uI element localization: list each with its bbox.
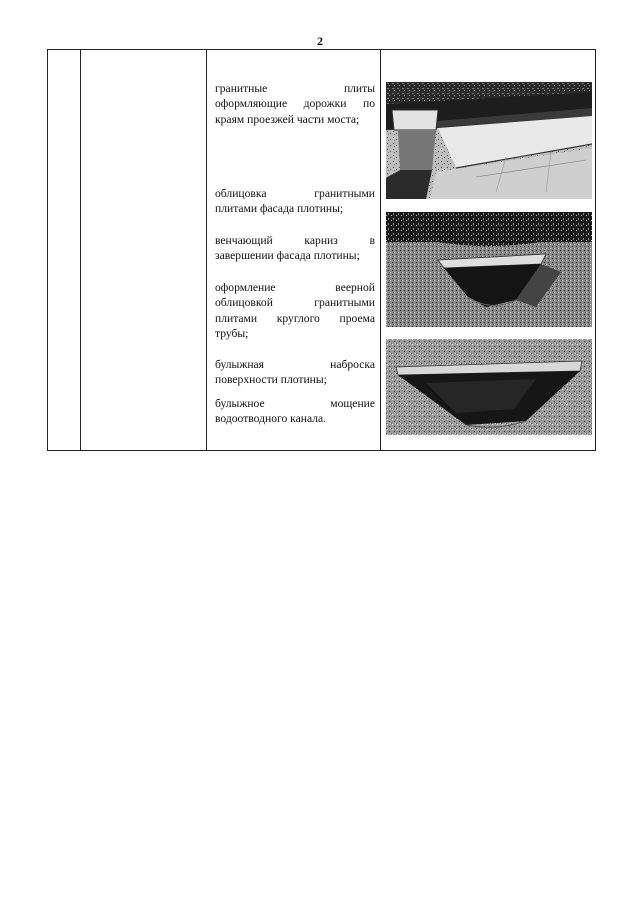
- entry-line: трубы;: [215, 326, 249, 340]
- entry-line: плитами круглого проема: [215, 311, 375, 325]
- column-divider: [206, 50, 207, 450]
- entry-line: водоотводного канала.: [215, 412, 327, 426]
- entry-crowning-cornice: [215, 233, 375, 264]
- entry-line: облицовка гранитными: [215, 187, 375, 200]
- entry-dam-facade-cladding: [215, 186, 375, 217]
- entry-line: гранитные плиты: [215, 82, 375, 95]
- entry-granite-slabs: [215, 81, 375, 127]
- column-divider: [80, 50, 81, 450]
- document-table: [47, 49, 596, 451]
- entry-line: плитами фасада плотины;: [215, 202, 344, 216]
- column-divider: [380, 50, 381, 450]
- entry-line: венчающий карниз в: [215, 234, 375, 247]
- entry-line: оформление веерной: [215, 281, 375, 294]
- description-column: [215, 50, 375, 450]
- entry-cobblestone-fill: [215, 357, 375, 388]
- entry-fan-cladding: [215, 280, 375, 341]
- page-number: 2: [317, 34, 323, 48]
- entry-line: булыжная наброска: [215, 358, 375, 371]
- entry-line: завершении фасада плотины;: [215, 249, 360, 263]
- dam-pipe-opening-photo: [386, 212, 592, 327]
- entry-line: облицовкой гранитными: [215, 296, 375, 310]
- entry-line: поверхности плотины;: [215, 373, 327, 387]
- entry-line: булыжное мощение: [215, 397, 375, 410]
- entry-cobblestone-paving: [215, 396, 375, 427]
- bridge-granite-slabs-photo: [386, 82, 592, 199]
- drainage-channel-photo: [386, 339, 592, 435]
- entry-line: краям проезжей части моста;: [215, 112, 360, 126]
- entry-line: оформляющие дорожки по: [215, 97, 375, 111]
